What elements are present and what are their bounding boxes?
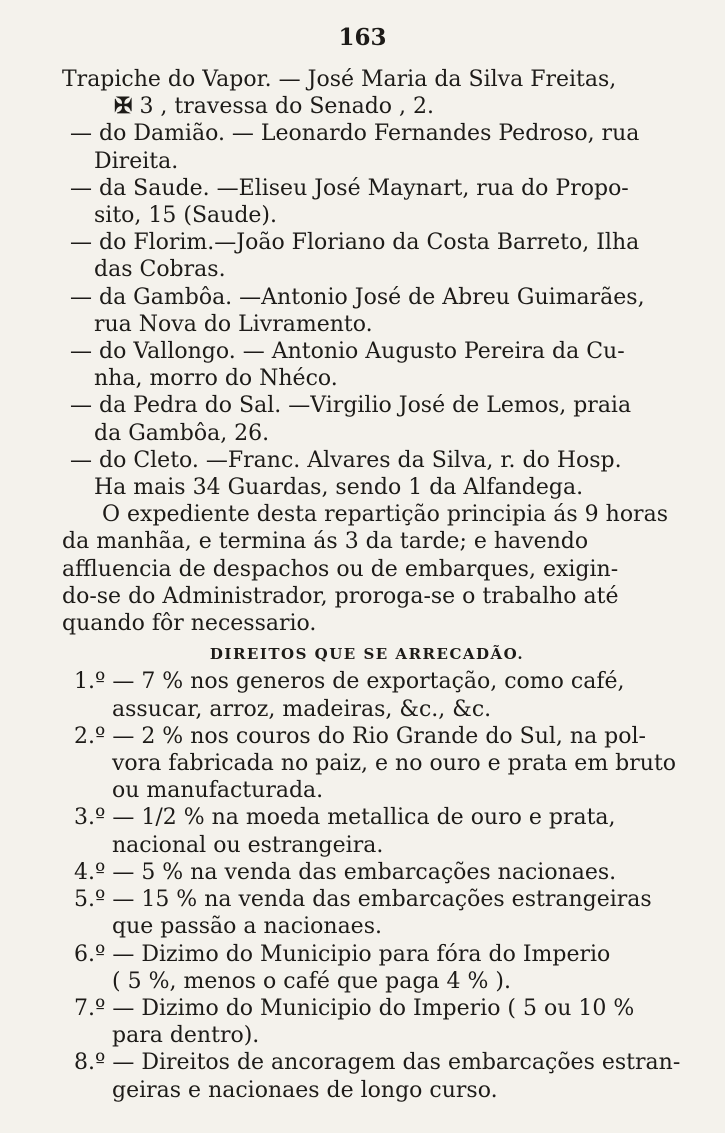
maltese-cross-icon: ✠ bbox=[114, 93, 133, 120]
entry-line: — da Pedra do Sal. —Virgilio José de Lemos, praia bbox=[70, 393, 632, 419]
item-line: ( 5 %, menos o café que paga 4 % ). bbox=[112, 968, 511, 994]
paragraph-line: affluencia de despachos ou de embarques, exigin- bbox=[62, 556, 619, 582]
entry-line: da Gambôa, 26. bbox=[94, 420, 270, 446]
entry-line: ✠ 3 , travessa do Senado , 2. bbox=[114, 93, 435, 120]
entry-line: rua Nova do Livramento. bbox=[94, 311, 373, 337]
entry-line: — do Florim.—João Floriano da Costa Barreto, Ilha bbox=[70, 230, 640, 256]
duty-item bbox=[62, 886, 672, 940]
duty-item bbox=[62, 995, 672, 1049]
section-heading: DIREITOS QUE SE ARRECADÃO. bbox=[209, 645, 525, 664]
item-line: que passão a nacionaes. bbox=[112, 914, 382, 940]
list-entry bbox=[62, 447, 672, 501]
list-entry bbox=[62, 66, 672, 120]
item-line: 4.º — 5 % na venda das embarcações nacionaes. bbox=[74, 859, 617, 885]
entry-line: Trapiche do Vapor. — José Maria da Silva Freitas, bbox=[62, 67, 617, 92]
entry-line: nha, morro do Nhéco. bbox=[94, 366, 338, 392]
item-line: 3.º — 1/2 % na moeda metallica de ouro e prata, bbox=[74, 805, 616, 831]
item-line: 2.º — 2 % nos couros do Rio Grande do Sul, na pol- bbox=[74, 723, 646, 749]
list-entry bbox=[62, 120, 672, 174]
item-line: para dentro). bbox=[112, 1023, 260, 1049]
list-entry bbox=[62, 175, 672, 229]
list-entry bbox=[62, 392, 672, 446]
duty-item bbox=[62, 804, 672, 858]
paragraph-line: do-se do Administrador, proroga-se o trabalho até bbox=[62, 583, 619, 609]
item-line: 1.º — 7 % nos generos de exportação, como café, bbox=[74, 669, 625, 695]
entry-line: sito, 15 (Saude). bbox=[94, 203, 278, 229]
entry-line: Direita. bbox=[94, 148, 179, 174]
entry-line: — da Saude. —Eliseu José Maynart, rua do Propo- bbox=[70, 175, 629, 201]
item-line: geiras e nacionaes de longo curso. bbox=[112, 1077, 498, 1103]
item-line: 6.º — Dizimo do Municipio para fóra do Imperio bbox=[74, 941, 611, 967]
item-line: 7.º — Dizimo do Municipio do Imperio ( 5 ou 10 % bbox=[74, 995, 635, 1021]
entry-line: Ha mais 34 Guardas, sendo 1 da Alfandega. bbox=[94, 475, 584, 501]
duty-item bbox=[62, 1049, 681, 1103]
list-entry bbox=[62, 338, 672, 392]
duty-item bbox=[62, 859, 672, 886]
duty-item bbox=[62, 668, 672, 722]
list-entry bbox=[62, 229, 672, 283]
item-line: 8.º — Direitos de ancoragem das embarcações estran- bbox=[74, 1050, 681, 1076]
office-hours-paragraph bbox=[62, 501, 672, 637]
duty-item bbox=[62, 723, 677, 805]
entry-line: — do Vallongo. — Antonio Augusto Pereira da Cu- bbox=[70, 339, 625, 365]
entry-line: das Cobras. bbox=[94, 257, 226, 283]
entry-line: — do Damião. — Leonardo Fernandes Pedroso, rua bbox=[70, 121, 640, 147]
entry-line: — da Gambôa. —Antonio José de Abreu Guimarães, bbox=[70, 284, 645, 310]
page-number: 163 bbox=[338, 24, 387, 51]
duty-item bbox=[62, 941, 672, 995]
item-line: ou manufacturada. bbox=[112, 778, 324, 804]
paragraph-line: O expediente desta repartição principia ás 9 horas bbox=[102, 502, 668, 528]
page-body bbox=[62, 66, 681, 1104]
paragraph-line: da manhãa, e termina ás 3 da tarde; e havendo bbox=[62, 529, 589, 555]
item-line: vora fabricada no paiz, e no ouro e prata em bruto bbox=[112, 751, 677, 777]
item-line: nacional ou estrangeira. bbox=[112, 832, 384, 858]
entry-line: — do Cleto. —Franc. Alvares da Silva, r. do Hosp. bbox=[70, 447, 622, 473]
paragraph-line: quando fôr necessario. bbox=[62, 611, 317, 637]
list-entry bbox=[62, 284, 672, 338]
item-line: assucar, arroz, madeiras, &c., &c. bbox=[112, 696, 492, 722]
item-line: 5.º — 15 % na venda das embarcações estrangeiras bbox=[74, 887, 652, 913]
